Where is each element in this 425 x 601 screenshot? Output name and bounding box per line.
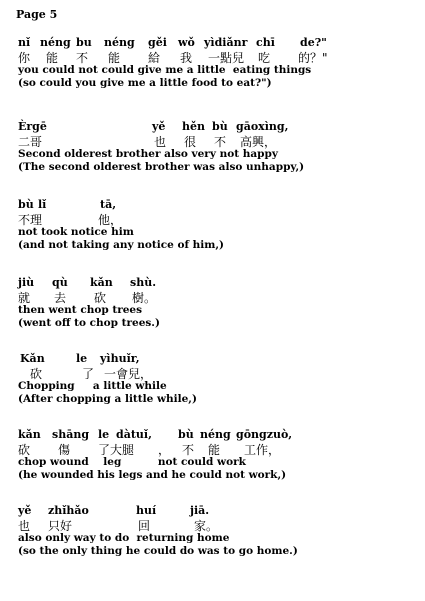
hanzi-word: 能 [208, 443, 221, 457]
pinyin-line [18, 352, 418, 365]
pinyin-word: zhǐhǎo [48, 504, 89, 517]
pinyin-word: bu [76, 36, 92, 49]
english-translation: (went off to chop trees.) [18, 317, 160, 329]
pinyin-word: néng [200, 428, 231, 441]
hanzi-line [18, 289, 418, 304]
english-translation: (so the only thing he could do was to go home.) [18, 545, 298, 557]
pinyin-word: tā, [100, 198, 117, 211]
pinyin-word: gāoxìng, [236, 120, 289, 133]
pinyin-word: le [76, 352, 88, 365]
hanzi-line [18, 365, 418, 380]
pinyin-word: Kǎn [20, 352, 45, 365]
pinyin-word: kǎn [18, 428, 41, 441]
pinyin-line [18, 276, 418, 289]
english-gloss: then went chop trees [18, 304, 142, 316]
pinyin-word: gěi [148, 36, 167, 49]
pinyin-word: le [98, 428, 110, 441]
pinyin-word: bù [178, 428, 194, 441]
english-translation: (The second olderest brother was also unhappy,) [18, 161, 305, 173]
pinyin-word: bù [18, 198, 34, 211]
hanzi-word: 能 [46, 51, 59, 65]
pinyin-word: dàtuǐ, [116, 428, 152, 441]
hanzi-word: 了大腿 [98, 443, 135, 457]
hanzi-word: 工作， [244, 443, 281, 457]
sentence-block-5 [18, 352, 418, 406]
pinyin-line [18, 198, 418, 211]
pinyin-word: kǎn [90, 276, 113, 289]
english-gloss: you could not could give me a little eating things [18, 64, 312, 76]
hanzi-word: 也 [18, 519, 31, 533]
hanzi-word: 給 [148, 51, 161, 65]
pinyin-word: Èrgē [18, 120, 47, 133]
hanzi-word: 只好 [48, 519, 73, 533]
pinyin-word: jiā. [190, 504, 210, 517]
sentence-block-3 [18, 198, 418, 252]
english-gloss: Second olderest brother also very not happy [18, 148, 278, 160]
hanzi-line [18, 211, 418, 226]
pinyin-word: shāng [52, 428, 90, 441]
hanzi-line [18, 49, 418, 64]
pinyin-word: yìhuǐr, [100, 352, 140, 365]
pinyin-word: yìdiǎnr [204, 36, 248, 49]
pinyin-line [18, 504, 418, 517]
hanzi-word: 不 [214, 135, 227, 149]
hanzi-word: 不 [76, 51, 89, 65]
pinyin-word: gōngzuò, [236, 428, 293, 441]
pinyin-word: hěn [182, 120, 205, 133]
english-translation: (he wounded his legs and he could not work,) [18, 469, 287, 481]
english-translation: (After chopping a little while,) [18, 393, 197, 405]
pinyin-word: néng [104, 36, 135, 49]
pinyin-word: wǒ [178, 36, 195, 49]
hanzi-word: 一點兒 [208, 51, 245, 65]
pinyin-word: qù [52, 276, 68, 289]
pinyin-word: yě [18, 504, 32, 517]
hanzi-word: 也 [154, 135, 167, 149]
hanzi-word: 傷 [58, 443, 71, 457]
hanzi-word: 不理 [18, 213, 43, 227]
pinyin-word: de?" [300, 36, 327, 49]
hanzi-word: ， [158, 443, 171, 457]
sentence-block-7 [18, 504, 418, 558]
pinyin-line [18, 120, 418, 133]
hanzi-line [18, 133, 418, 148]
english-gloss: also only way to do returning home [18, 532, 230, 544]
hanzi-word: 砍 [30, 367, 43, 381]
english-gloss: not took notice him [18, 226, 134, 238]
hanzi-word: 一會兒， [104, 367, 153, 381]
hanzi-word: 砍 [94, 291, 107, 305]
hanzi-word: 的？" [298, 51, 328, 65]
hanzi-word: 家。 [194, 519, 219, 533]
hanzi-word: 你 [18, 51, 31, 65]
hanzi-word: 很 [184, 135, 197, 149]
pinyin-word: jiù [18, 276, 35, 289]
hanzi-word: 不 [182, 443, 195, 457]
english-gloss: Chopping a little while [18, 380, 167, 392]
hanzi-line [18, 441, 418, 456]
pinyin-word: huí [136, 504, 157, 517]
pinyin-line [18, 428, 418, 441]
hanzi-word: 高興， [240, 135, 277, 149]
hanzi-word: 就 [18, 291, 31, 305]
pinyin-word: néng [40, 36, 71, 49]
english-translation: (and not taking any notice of him,) [18, 239, 225, 251]
hanzi-word: 我 [180, 51, 193, 65]
pinyin-word: shù. [130, 276, 157, 289]
hanzi-word: 去 [54, 291, 67, 305]
sentence-block-1 [18, 36, 418, 90]
pinyin-line [18, 36, 418, 49]
english-gloss: chop wound leg not could work [18, 456, 246, 468]
sentence-block-6 [18, 428, 418, 482]
hanzi-line [18, 517, 418, 532]
page-title: Page 5 [16, 8, 58, 21]
sentence-block-4 [18, 276, 418, 330]
hanzi-word: 了 [82, 367, 95, 381]
pinyin-word: bù [212, 120, 228, 133]
hanzi-word: 能 [108, 51, 121, 65]
sentence-block-2 [18, 120, 418, 174]
hanzi-word: 吃 [258, 51, 271, 65]
pinyin-word: chī [256, 36, 275, 49]
hanzi-word: 砍 [18, 443, 31, 457]
pinyin-word: nǐ [18, 36, 31, 49]
pinyin-word: lǐ [38, 198, 47, 211]
pinyin-word: yě [152, 120, 166, 133]
hanzi-word: 回 [138, 519, 151, 533]
english-translation: (so could you give me a little food to eat?") [18, 77, 272, 89]
hanzi-word: 樹。 [132, 291, 157, 305]
hanzi-word: 二哥 [18, 135, 43, 149]
hanzi-word: 他， [98, 213, 123, 227]
